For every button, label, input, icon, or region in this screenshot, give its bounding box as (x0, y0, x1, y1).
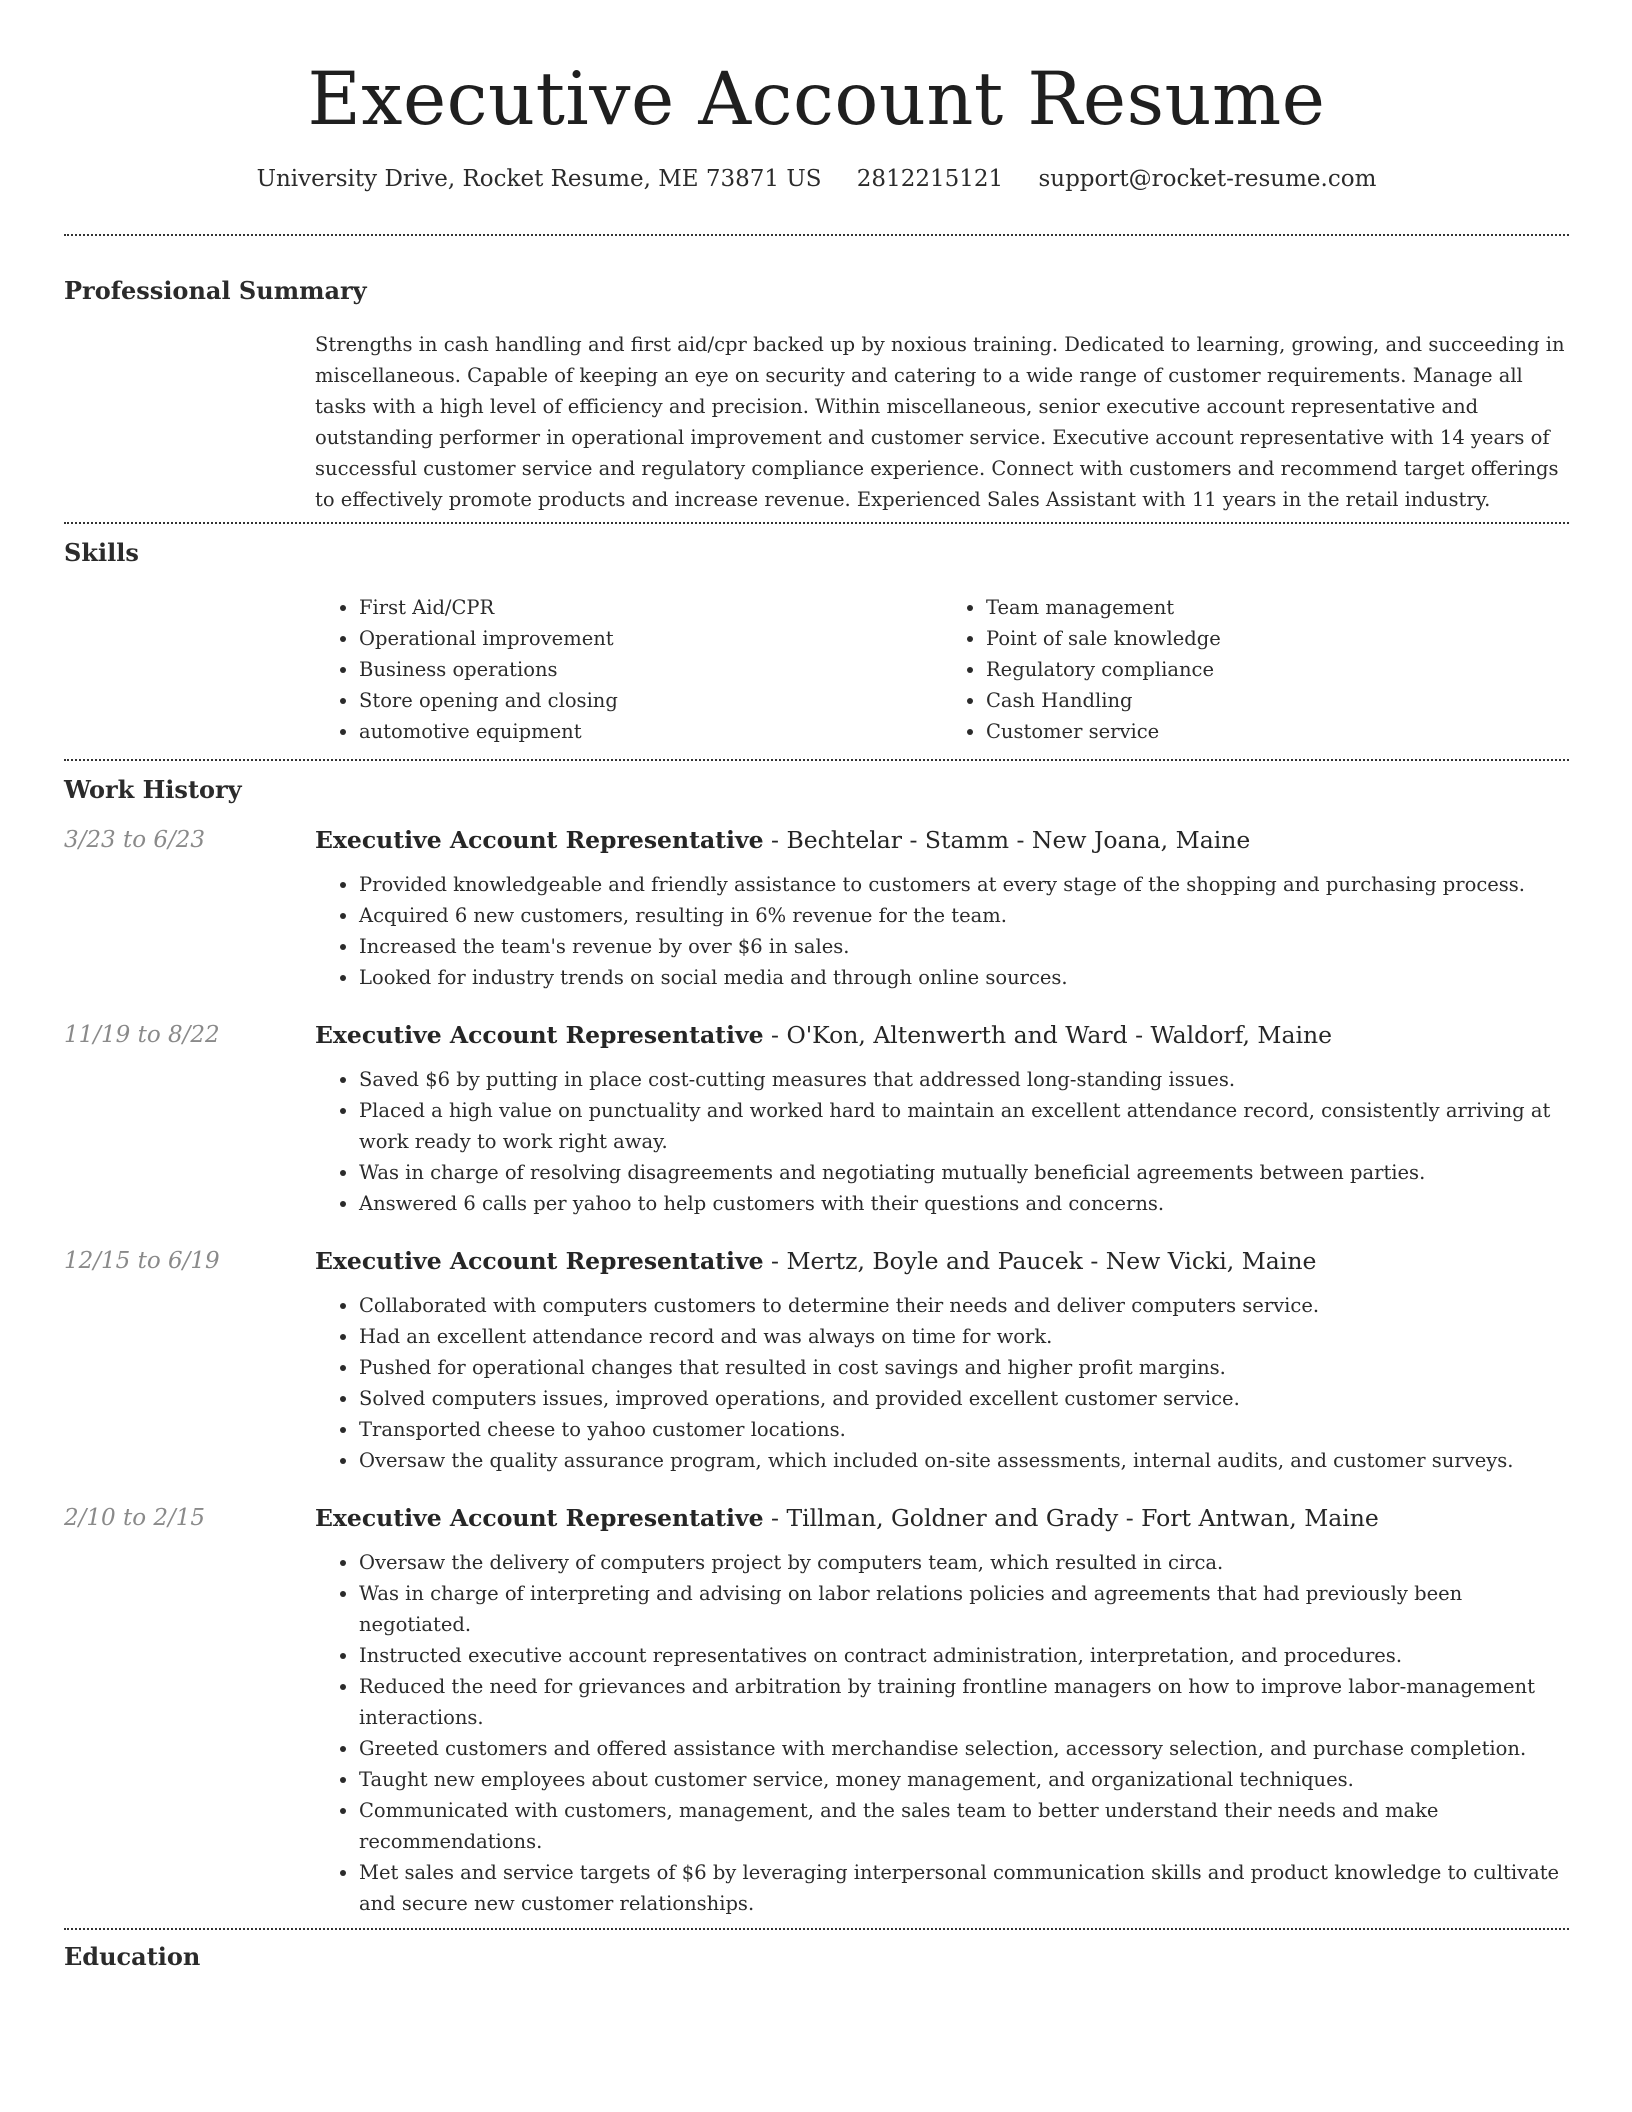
job-employer-location: - O'Kon, Altenwerth and Ward - Waldorf, Maine (763, 1021, 1333, 1049)
job-bullets (315, 1547, 1569, 1919)
job-bullet: • Oversaw the delivery of computers project by computers team, which resulted in circa. (359, 1547, 1569, 1578)
skills-list (315, 592, 1569, 747)
skill-item: • Team management (986, 592, 1569, 623)
job-bullet: • Provided knowledgeable and friendly assistance to customers at every stage of the shopping and purchasing process. (359, 869, 1569, 900)
job-role: Executive Account Representative (315, 826, 764, 854)
job-bullet: • Reduced the need for grievances and arbitration by training frontline managers on how to improve labor-management interactions. (359, 1671, 1569, 1733)
job-bullets (315, 869, 1569, 993)
job-title (315, 1018, 1569, 1052)
section-title-education: Education (64, 1942, 201, 1971)
job-bullet: • Instructed executive account representatives on contract administration, interpretation, and procedures. (359, 1640, 1569, 1671)
job-entry (64, 1501, 1569, 1919)
divider (64, 234, 1569, 236)
job-bullet: • Oversaw the quality assurance program, which included on-site assessments, internal audits, and customer surveys. (359, 1445, 1569, 1476)
skill-item: • Customer service (986, 716, 1569, 747)
job-bullet: • Answered 6 calls per yahoo to help customers with their questions and concerns. (359, 1188, 1569, 1219)
skill-item: • automotive equipment (359, 716, 942, 747)
job-dates: 2/10 to 2/15 (64, 1505, 206, 1531)
job-bullet: • Was in charge of resolving disagreements and negotiating mutually beneficial agreements between parties. (359, 1157, 1569, 1188)
summary-text: Strengths in cash handling and first aid/cpr backed up by noxious training. Dedicated to learning, growing, and succeeding in miscellaneous. Capable of keeping an eye on security and catering to a wide range of customer requirements. Manage all tasks with a high level of efficiency and precision. Within miscellaneous, senior executive account representative and outstanding performer in operational improvement and customer service. Executive account representative with 14 years of successful customer service and regulatory compliance experience. Connect with customers and recommend target offerings to effectively promote products and increase revenue. Experienced Sales Assistant with 11 years in the retail industry. (315, 333, 1565, 511)
skills-column-left (315, 592, 942, 747)
job-bullet: • Was in charge of interpreting and advising on labor relations policies and agreements that had previously been negotiated. (359, 1578, 1569, 1640)
job-bullet: • Met sales and service targets of $6 by leveraging interpersonal communication skills and product knowledge to cultivate and secure new customer relationships. (359, 1857, 1569, 1919)
skill-item: • Regulatory compliance (986, 654, 1569, 685)
summary-content (315, 329, 1569, 515)
job-dates: 12/15 to 6/19 (64, 1248, 220, 1274)
job-bullet: • Placed a high value on punctuality and worked hard to maintain an excellent attendance record, consistently arriving at work ready to work right away. (359, 1095, 1569, 1157)
job-bullet: • Had an excellent attendance record and was always on time for work. (359, 1321, 1569, 1352)
job-role: Executive Account Representative (315, 1021, 764, 1049)
job-bullet: • Greeted customers and offered assistance with merchandise selection, accessory selection, and purchase completion. (359, 1733, 1569, 1764)
job-body (315, 1501, 1569, 1919)
job-title (315, 823, 1569, 857)
job-bullet: • Taught new employees about customer service, money management, and organizational techniques. (359, 1764, 1569, 1795)
skills-column-right (942, 592, 1569, 747)
skill-item: • Store opening and closing (359, 685, 942, 716)
job-body (315, 1018, 1569, 1219)
job-dates: 11/19 to 8/22 (64, 1022, 220, 1048)
job-bullet: • Solved computers issues, improved operations, and provided excellent customer service. (359, 1383, 1569, 1414)
divider (64, 522, 1569, 524)
job-bullet: • Transported cheese to yahoo customer locations. (359, 1414, 1569, 1445)
job-title (315, 1244, 1569, 1278)
contact-email: support@rocket-resume.com (1038, 166, 1377, 192)
job-title (315, 1501, 1569, 1535)
job-bullet: • Pushed for operational changes that resulted in cost savings and higher profit margins. (359, 1352, 1569, 1383)
job-body (315, 823, 1569, 993)
skill-item: • Cash Handling (986, 685, 1569, 716)
job-employer-location: - Bechtelar - Stamm - New Joana, Maine (763, 826, 1251, 854)
divider (64, 759, 1569, 761)
job-bullet: • Increased the team's revenue by over $6 in sales. (359, 931, 1569, 962)
section-title-work-history: Work History (64, 775, 242, 804)
job-role: Executive Account Representative (315, 1247, 764, 1275)
job-bullet: • Acquired 6 new customers, resulting in 6% revenue for the team. (359, 900, 1569, 931)
job-bullet: • Collaborated with computers customers to determine their needs and deliver computers service. (359, 1290, 1569, 1321)
section-title-skills: Skills (64, 538, 139, 567)
skill-item: • Operational improvement (359, 623, 942, 654)
job-role: Executive Account Representative (315, 1504, 764, 1532)
job-entry (64, 1244, 1569, 1476)
job-bullets (315, 1064, 1569, 1219)
section-title-summary: Professional Summary (64, 276, 367, 305)
contact-phone: 2812215121 (856, 166, 1004, 192)
resume-title: Executive Account Resume (307, 57, 1326, 142)
job-employer-location: - Mertz, Boyle and Paucek - New Vicki, Maine (763, 1247, 1317, 1275)
job-body (315, 1244, 1569, 1476)
divider (64, 1928, 1569, 1930)
job-bullet: • Looked for industry trends on social media and through online sources. (359, 962, 1569, 993)
job-bullets (315, 1290, 1569, 1476)
contact-line (64, 162, 1569, 196)
job-employer-location: - Tillman, Goldner and Grady - Fort Antwan, Maine (763, 1504, 1379, 1532)
job-entry (64, 1018, 1569, 1219)
job-dates: 3/23 to 6/23 (64, 827, 206, 853)
job-bullet: • Saved $6 by putting in place cost-cutting measures that addressed long-standing issues. (359, 1064, 1569, 1095)
contact-address: University Drive, Rocket Resume, ME 73871 US (256, 166, 822, 192)
skill-item: • Point of sale knowledge (986, 623, 1569, 654)
skill-item: • First Aid/CPR (359, 592, 942, 623)
job-entry (64, 823, 1569, 993)
skill-item: • Business operations (359, 654, 942, 685)
work-history-list (64, 823, 1569, 1919)
job-bullet: • Communicated with customers, management, and the sales team to better understand their needs and make recommendations. (359, 1795, 1569, 1857)
